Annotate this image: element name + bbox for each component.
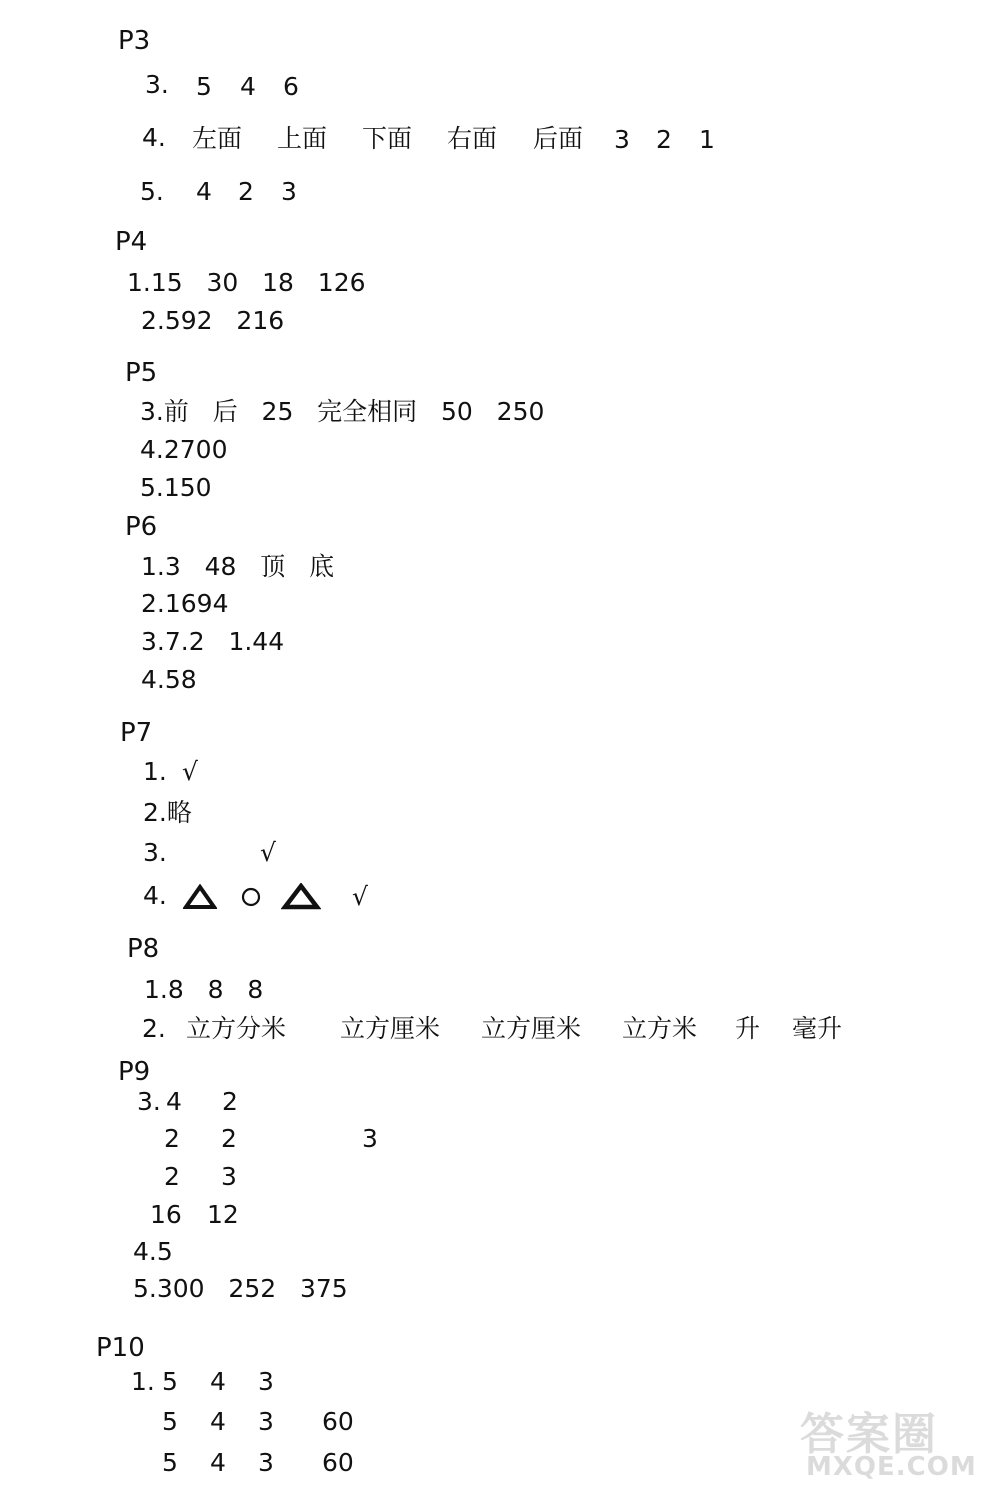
answer-value: 下面 — [362, 124, 413, 153]
answer-value: 60 — [322, 1407, 354, 1436]
watermark-logo — [792, 1398, 992, 1488]
answer-value: 6 — [283, 72, 299, 101]
answer-line: 1.8 8 8 — [144, 975, 264, 1004]
answer-line: 5.150 — [140, 473, 212, 502]
section-heading-p9: P9 — [118, 1057, 151, 1087]
q3-number: 3. — [137, 1087, 161, 1116]
q1-number: 1. — [143, 757, 167, 786]
q1-number: 1. — [131, 1367, 155, 1396]
answer-line: 2.592 216 — [141, 306, 285, 335]
q5-number: 5. — [140, 177, 164, 206]
q4-number: 4. — [143, 881, 167, 910]
answer-value: 3 — [362, 1124, 378, 1153]
answer-value: 2 — [221, 1124, 237, 1153]
answer-value: 上面 — [277, 124, 328, 153]
answer-value: 4 — [210, 1407, 226, 1436]
answer-value: 毫升 — [792, 1014, 843, 1043]
q3-number: 3. — [145, 70, 169, 99]
answer-value: 4 — [166, 1087, 182, 1116]
answer-value: 2 — [238, 177, 254, 206]
answer-line: 1.3 48 顶 底 — [141, 552, 335, 581]
section-heading-p6: P6 — [125, 512, 158, 542]
q3-number: 3. — [143, 838, 167, 867]
triangle-icon — [183, 884, 217, 910]
answer-line: 4.2700 — [140, 435, 228, 464]
answer-value: 4 — [210, 1367, 226, 1396]
answer-value: 12 — [207, 1200, 239, 1229]
section-heading-p4: P4 — [115, 227, 148, 257]
section-heading-p5: P5 — [125, 358, 158, 388]
q2-number: 2. — [142, 1014, 166, 1043]
answer-value: 左面 — [192, 124, 243, 153]
answer-value: 5 — [162, 1448, 178, 1477]
answer-value: 4 — [210, 1448, 226, 1477]
answer-line: 5.300 252 375 — [133, 1274, 348, 1303]
watermark-url: MXQE.COM — [806, 1452, 977, 1482]
answer-value: 2 — [222, 1087, 238, 1116]
answer-line: 3.7.2 1.44 — [141, 627, 285, 656]
answer-value: 立方厘米 — [340, 1014, 441, 1043]
answer-value: 升 — [735, 1014, 761, 1043]
answer-value: 5 — [162, 1367, 178, 1396]
answer-value: 后面 — [533, 124, 584, 153]
section-heading-p7: P7 — [120, 718, 153, 748]
answer-value: 2 — [164, 1162, 180, 1191]
answer-value: 2 — [656, 125, 672, 154]
circle-icon — [239, 885, 263, 909]
answer-value: 3 — [258, 1407, 274, 1436]
answer-value: 5 — [196, 72, 212, 101]
check-mark: √ — [182, 757, 198, 786]
watermark-text: 答案圈 — [800, 1409, 938, 1460]
triangle-icon — [281, 883, 321, 910]
answer-value: 5 — [162, 1407, 178, 1436]
answer-line: 2.1694 — [141, 589, 229, 618]
answer-value: 3 — [281, 177, 297, 206]
answer-value: 3 — [221, 1162, 237, 1191]
answer-value: 4 — [196, 177, 212, 206]
answer-line: 4.58 — [141, 665, 197, 694]
check-mark: √ — [352, 882, 368, 911]
answer-value: 立方厘米 — [481, 1014, 582, 1043]
answer-line: 2.略 — [143, 798, 192, 827]
answer-value: 1 — [699, 125, 715, 154]
answer-value: 60 — [322, 1448, 354, 1477]
q4-number: 4. — [142, 123, 166, 152]
answer-line: 1.15 30 18 126 — [127, 268, 366, 297]
answer-value: 立方分米 — [186, 1014, 287, 1043]
answer-value: 右面 — [447, 124, 498, 153]
answer-value: 3 — [258, 1448, 274, 1477]
answer-value: 3 — [614, 125, 630, 154]
answer-value: 16 — [150, 1200, 182, 1229]
answer-value: 2 — [164, 1124, 180, 1153]
section-heading-p3: P3 — [118, 26, 151, 56]
answer-value: 4 — [240, 72, 256, 101]
answer-line: 4.5 — [133, 1237, 173, 1266]
section-heading-p8: P8 — [127, 934, 160, 964]
answer-value: 立方米 — [622, 1014, 698, 1043]
check-mark: √ — [260, 838, 276, 867]
answer-value: 3 — [258, 1367, 274, 1396]
answer-line: 3.前 后 25 完全相同 50 250 — [140, 397, 545, 426]
section-heading-p10: P10 — [96, 1333, 145, 1363]
